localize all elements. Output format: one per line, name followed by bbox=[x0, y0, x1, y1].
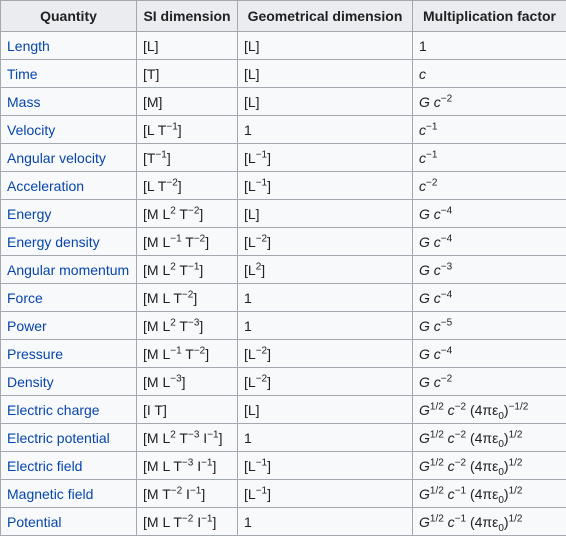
formula-text: 0 bbox=[498, 438, 504, 450]
quantity-cell bbox=[1, 452, 137, 480]
formula-text: G c bbox=[419, 261, 441, 278]
table-row bbox=[1, 508, 566, 536]
exponent: 1/2 bbox=[508, 429, 523, 440]
multiplication-factor-cell bbox=[413, 88, 566, 116]
formula-text: ] bbox=[267, 177, 271, 194]
table-row bbox=[1, 116, 566, 144]
formula-text: [L] bbox=[244, 65, 260, 82]
quantity-cell bbox=[1, 32, 137, 60]
quantity-cell bbox=[1, 284, 137, 312]
exponent: −3 bbox=[188, 317, 200, 328]
formula-text: [L bbox=[244, 233, 256, 250]
formula-text: [L bbox=[244, 149, 256, 166]
formula-text: c bbox=[419, 121, 426, 138]
si-dimension-cell bbox=[137, 32, 238, 60]
formula-text: ] bbox=[201, 485, 206, 502]
formula-text: ] bbox=[267, 485, 271, 502]
formula-text: [M L bbox=[143, 345, 171, 362]
table-row bbox=[1, 60, 566, 88]
geometrical-dimension-cell bbox=[238, 284, 413, 312]
geometrical-dimension-cell bbox=[238, 144, 413, 172]
formula-text: ] bbox=[267, 149, 271, 166]
formula-text: [L] bbox=[244, 93, 260, 110]
formula-text: [M] bbox=[143, 93, 163, 110]
geometrical-dimension-cell bbox=[238, 172, 413, 200]
formula-text: ] bbox=[212, 513, 217, 530]
exponent: 2 bbox=[170, 205, 176, 216]
exponent: −2 bbox=[188, 205, 200, 216]
geometrical-dimension-cell bbox=[238, 60, 413, 88]
si-dimension-cell bbox=[137, 284, 238, 312]
exponent: −1 bbox=[170, 233, 182, 244]
multiplication-factor-cell bbox=[413, 424, 566, 452]
geometrical-dimension-cell bbox=[238, 368, 413, 396]
si-dimension-cell bbox=[137, 368, 238, 396]
formula-text: ] bbox=[199, 261, 204, 278]
si-dimension-cell bbox=[137, 340, 238, 368]
exponent: 1/2 bbox=[429, 485, 444, 496]
geometrical-dimension-cell bbox=[238, 312, 413, 340]
si-dimension-cell bbox=[137, 60, 238, 88]
exponent: −2 bbox=[193, 345, 206, 356]
quantity-link[interactable]: Angular velocity bbox=[7, 149, 106, 166]
quantity-cell bbox=[1, 256, 137, 284]
formula-text: [L bbox=[244, 457, 256, 474]
formula-text: ] bbox=[267, 457, 271, 474]
formula-text: 1 bbox=[244, 289, 252, 306]
geometrical-dimension-cell bbox=[238, 480, 413, 508]
formula-text: G c bbox=[419, 205, 441, 222]
quantity-link[interactable]: Length bbox=[7, 37, 50, 54]
formula-text: ) bbox=[503, 513, 509, 530]
geometrical-dimension-cell bbox=[238, 256, 413, 284]
table-row bbox=[1, 396, 566, 424]
table-row bbox=[1, 340, 566, 368]
multiplication-factor-cell bbox=[413, 60, 566, 88]
quantity-link[interactable]: Magnetic field bbox=[7, 485, 94, 502]
quantity-cell bbox=[1, 116, 137, 144]
quantity-cell bbox=[1, 508, 137, 536]
exponent: −1 bbox=[188, 261, 200, 272]
formula-text: [M L bbox=[143, 373, 171, 390]
formula-text: [L T bbox=[143, 177, 167, 194]
formula-text: [L bbox=[244, 177, 256, 194]
exponent: −4 bbox=[440, 233, 453, 244]
formula-text: ] bbox=[267, 345, 271, 362]
quantity-cell bbox=[1, 88, 137, 116]
quantity-link[interactable]: Energy density bbox=[7, 233, 100, 250]
multiplication-factor-cell bbox=[413, 508, 566, 536]
quantity-link[interactable]: Potential bbox=[7, 513, 62, 530]
formula-text: 0 bbox=[498, 410, 504, 422]
quantity-link[interactable]: Mass bbox=[7, 93, 41, 110]
exponent: −2 bbox=[440, 93, 453, 104]
formula-text: T bbox=[181, 233, 194, 250]
formula-text: 1 bbox=[244, 513, 252, 530]
multiplication-factor-cell bbox=[413, 368, 566, 396]
formula-text: T bbox=[181, 345, 194, 362]
table-row bbox=[1, 144, 566, 172]
exponent: −1 bbox=[189, 485, 202, 496]
formula-text: G bbox=[419, 401, 430, 418]
formula-text: G c bbox=[419, 345, 441, 362]
exponent: −1 bbox=[426, 121, 438, 132]
formula-text: [L] bbox=[244, 37, 260, 54]
exponent: −1/2 bbox=[508, 401, 529, 412]
formula-text: [T] bbox=[143, 65, 160, 82]
header-row bbox=[1, 1, 566, 32]
exponent: −2 bbox=[255, 345, 268, 356]
formula-text: ) bbox=[503, 485, 509, 502]
geometrical-dimension-cell bbox=[238, 116, 413, 144]
multiplication-factor-cell bbox=[413, 284, 566, 312]
table-body bbox=[1, 32, 566, 536]
formula-text: T bbox=[175, 429, 188, 446]
geometrical-dimension-cell bbox=[238, 396, 413, 424]
exponent: −1 bbox=[155, 149, 167, 160]
quantity-link[interactable]: Electric field bbox=[7, 457, 83, 474]
formula-text: G bbox=[419, 457, 430, 474]
exponent: −1 bbox=[207, 429, 219, 440]
exponent: −1 bbox=[255, 149, 268, 160]
exponent: −2 bbox=[454, 401, 467, 412]
quantity-link[interactable]: Power bbox=[7, 317, 47, 334]
exponent: −2 bbox=[170, 485, 183, 496]
exponent: −1 bbox=[426, 149, 438, 160]
formula-text: [T bbox=[143, 149, 156, 166]
quantity-link[interactable]: Electric charge bbox=[7, 401, 100, 418]
quantity-link[interactable]: Pressure bbox=[7, 345, 64, 362]
exponent: 1/2 bbox=[508, 457, 523, 468]
multiplication-factor-cell bbox=[413, 396, 566, 424]
multiplication-factor-cell bbox=[413, 256, 566, 284]
si-dimension-cell bbox=[137, 452, 238, 480]
formula-text: ) bbox=[503, 429, 509, 446]
quantity-cell bbox=[1, 312, 137, 340]
exponent: 1/2 bbox=[508, 485, 523, 496]
exponent: −4 bbox=[440, 345, 453, 356]
si-dimension-cell bbox=[137, 256, 238, 284]
exponent: −2 bbox=[426, 177, 438, 188]
multiplication-factor-cell bbox=[413, 32, 566, 60]
formula-text: [M L T bbox=[143, 289, 182, 306]
geometrical-dimension-cell bbox=[238, 508, 413, 536]
exponent: −1 bbox=[170, 345, 182, 356]
exponent: −2 bbox=[454, 429, 467, 440]
formula-text: 0 bbox=[498, 522, 504, 534]
table-row bbox=[1, 88, 566, 116]
formula-text: I bbox=[199, 429, 208, 446]
exponent: 2 bbox=[170, 317, 176, 328]
si-dimension-cell bbox=[137, 172, 238, 200]
formula-text: [L bbox=[244, 345, 256, 362]
formula-text: (4πε bbox=[466, 401, 499, 418]
quantity-cell bbox=[1, 424, 137, 452]
formula-text: I bbox=[193, 513, 202, 530]
multiplication-factor-cell bbox=[413, 116, 566, 144]
exponent: −2 bbox=[255, 373, 268, 384]
formula-text: [M L bbox=[143, 317, 171, 334]
header-quantity: Quantity bbox=[1, 1, 137, 32]
formula-text: [M L bbox=[143, 261, 171, 278]
quantity-cell bbox=[1, 340, 137, 368]
exponent: −2 bbox=[454, 457, 467, 468]
formula-text: [L bbox=[244, 261, 256, 278]
exponent: −2 bbox=[181, 513, 194, 524]
formula-text: (4πε bbox=[466, 513, 499, 530]
formula-text: G c bbox=[419, 373, 441, 390]
quantity-cell bbox=[1, 60, 137, 88]
formula-text: G bbox=[419, 429, 430, 446]
geometrical-dimension-cell bbox=[238, 88, 413, 116]
formula-text: 1 bbox=[419, 37, 427, 54]
exponent: −4 bbox=[440, 205, 453, 216]
table-row bbox=[1, 228, 566, 256]
quantity-cell bbox=[1, 228, 137, 256]
formula-text: c bbox=[443, 429, 455, 446]
table-row bbox=[1, 256, 566, 284]
formula-text: (4πε bbox=[466, 429, 499, 446]
table-row bbox=[1, 284, 566, 312]
si-dimension-cell bbox=[137, 312, 238, 340]
quantity-cell bbox=[1, 172, 137, 200]
exponent: 2 bbox=[170, 429, 176, 440]
formula-text: [M L bbox=[143, 429, 171, 446]
formula-text: T bbox=[175, 317, 188, 334]
formula-text: ] bbox=[267, 233, 271, 250]
exponent: −3 bbox=[181, 457, 194, 468]
geometrical-dimension-cell bbox=[238, 424, 413, 452]
exponent: 1/2 bbox=[429, 457, 444, 468]
formula-text: ] bbox=[177, 177, 182, 194]
si-dimension-cell bbox=[137, 228, 238, 256]
formula-text: c bbox=[443, 401, 455, 418]
formula-text: 0 bbox=[498, 494, 504, 506]
si-dimension-cell bbox=[137, 424, 238, 452]
exponent: 1/2 bbox=[429, 429, 444, 440]
quantity-link[interactable]: Time bbox=[7, 65, 38, 82]
formula-text: 1 bbox=[244, 317, 252, 334]
formula-text: G c bbox=[419, 289, 441, 306]
exponent: −4 bbox=[440, 289, 453, 300]
multiplication-factor-cell bbox=[413, 200, 566, 228]
multiplication-factor-cell bbox=[413, 228, 566, 256]
quantity-link[interactable]: Energy bbox=[7, 205, 52, 222]
formula-text: 1 bbox=[244, 121, 252, 138]
formula-text: ] bbox=[177, 121, 182, 138]
formula-text: 1 bbox=[244, 429, 252, 446]
quantity-cell bbox=[1, 480, 137, 508]
quantity-link[interactable]: Electric potential bbox=[7, 429, 110, 446]
exponent: −3 bbox=[170, 373, 182, 384]
exponent: −2 bbox=[255, 233, 268, 244]
formula-text: [L T bbox=[143, 121, 167, 138]
formula-text: G bbox=[419, 485, 430, 502]
table-row bbox=[1, 32, 566, 60]
multiplication-factor-cell bbox=[413, 144, 566, 172]
exponent: −1 bbox=[255, 177, 268, 188]
formula-text: ] bbox=[166, 149, 171, 166]
formula-text: (4πε bbox=[466, 457, 499, 474]
header-geometrical-dimension: Geometrical dimension bbox=[238, 1, 413, 32]
si-dimension-cell bbox=[137, 88, 238, 116]
formula-text: G c bbox=[419, 93, 441, 110]
formula-text: ] bbox=[261, 261, 266, 278]
geometrical-dimension-cell bbox=[238, 200, 413, 228]
formula-text: ] bbox=[199, 205, 204, 222]
quantity-cell bbox=[1, 396, 137, 424]
formula-text: [M L T bbox=[143, 513, 182, 530]
table-row bbox=[1, 452, 566, 480]
formula-text: [L bbox=[244, 485, 256, 502]
multiplication-factor-cell bbox=[413, 340, 566, 368]
si-dimension-cell bbox=[137, 116, 238, 144]
exponent: 1/2 bbox=[429, 401, 444, 412]
formula-text: T bbox=[175, 205, 188, 222]
multiplication-factor-cell bbox=[413, 480, 566, 508]
formula-text: G c bbox=[419, 233, 441, 250]
formula-text: ] bbox=[193, 289, 198, 306]
quantity-link[interactable]: Velocity bbox=[7, 121, 56, 138]
geometrical-dimension-cell bbox=[238, 228, 413, 256]
formula-text: (4πε bbox=[466, 485, 499, 502]
formula-text: [M L T bbox=[143, 457, 182, 474]
geometrical-dimension-cell bbox=[238, 452, 413, 480]
formula-text: ] bbox=[218, 429, 223, 446]
formula-text: c bbox=[419, 177, 426, 194]
exponent: −1 bbox=[166, 121, 178, 132]
formula-text: c bbox=[419, 149, 426, 166]
quantity-cell bbox=[1, 368, 137, 396]
table-row bbox=[1, 312, 566, 340]
formula-text: [M T bbox=[143, 485, 171, 502]
exponent: −3 bbox=[188, 429, 200, 440]
multiplication-factor-cell bbox=[413, 452, 566, 480]
formula-text: I bbox=[182, 485, 190, 502]
geometrical-dimension-cell bbox=[238, 32, 413, 60]
formula-text: ] bbox=[267, 373, 271, 390]
multiplication-factor-cell bbox=[413, 312, 566, 340]
exponent: −1 bbox=[454, 513, 467, 524]
si-dimension-cell bbox=[137, 508, 238, 536]
exponent: −2 bbox=[166, 177, 178, 188]
formula-text: ] bbox=[212, 457, 217, 474]
header-multiplication-factor: Multiplication factor bbox=[413, 1, 566, 32]
formula-text: ] bbox=[181, 373, 186, 390]
header-si-dimension: SI dimension bbox=[137, 1, 238, 32]
formula-text: [M L bbox=[143, 205, 171, 222]
formula-text: ] bbox=[199, 317, 204, 334]
exponent: −2 bbox=[193, 233, 206, 244]
exponent: −1 bbox=[255, 457, 268, 468]
table-row bbox=[1, 480, 566, 508]
formula-text: I bbox=[193, 457, 202, 474]
si-dimension-cell bbox=[137, 396, 238, 424]
formula-text: [L] bbox=[244, 401, 260, 418]
formula-text: G c bbox=[419, 317, 441, 334]
exponent: −1 bbox=[201, 457, 213, 468]
formula-text: c bbox=[443, 457, 455, 474]
exponent: −1 bbox=[201, 513, 213, 524]
formula-text: 0 bbox=[498, 466, 504, 478]
formula-text: c bbox=[443, 485, 455, 502]
exponent: −1 bbox=[255, 485, 268, 496]
exponent: −3 bbox=[440, 261, 453, 272]
exponent: −5 bbox=[440, 317, 453, 328]
exponent: −1 bbox=[454, 485, 467, 496]
multiplication-factor-cell bbox=[413, 172, 566, 200]
formula-text: [L] bbox=[244, 205, 260, 222]
formula-text: T bbox=[175, 261, 188, 278]
exponent: −2 bbox=[181, 289, 194, 300]
quantity-cell bbox=[1, 144, 137, 172]
quantity-link[interactable]: Acceleration bbox=[7, 177, 85, 194]
formula-text: ) bbox=[503, 401, 509, 418]
quantity-link[interactable]: Force bbox=[7, 289, 43, 306]
formula-text: [I T] bbox=[143, 401, 167, 418]
formula-text: G bbox=[419, 513, 430, 530]
exponent: 1/2 bbox=[508, 513, 523, 524]
table-row bbox=[1, 200, 566, 228]
formula-text: c bbox=[443, 513, 455, 530]
si-dimension-cell bbox=[137, 200, 238, 228]
geometrical-dimension-cell bbox=[238, 340, 413, 368]
table-row bbox=[1, 172, 566, 200]
exponent: 1/2 bbox=[429, 513, 444, 524]
table-row bbox=[1, 368, 566, 396]
si-dimension-cell bbox=[137, 144, 238, 172]
formula-text: [M L bbox=[143, 233, 171, 250]
formula-text: ] bbox=[205, 345, 210, 362]
exponent: 2 bbox=[170, 261, 176, 272]
exponent: 2 bbox=[255, 261, 262, 272]
formula-text: ) bbox=[503, 457, 509, 474]
formula-text: [L bbox=[244, 373, 256, 390]
exponent: −2 bbox=[440, 373, 453, 384]
si-dimension-cell bbox=[137, 480, 238, 508]
quantity-cell bbox=[1, 200, 137, 228]
formula-text: [L] bbox=[143, 37, 159, 54]
formula-text: ] bbox=[205, 233, 210, 250]
quantity-link[interactable]: Angular momentum bbox=[7, 261, 130, 278]
quantity-link[interactable]: Density bbox=[7, 373, 54, 390]
formula-text: c bbox=[419, 65, 426, 82]
table-row bbox=[1, 424, 566, 452]
